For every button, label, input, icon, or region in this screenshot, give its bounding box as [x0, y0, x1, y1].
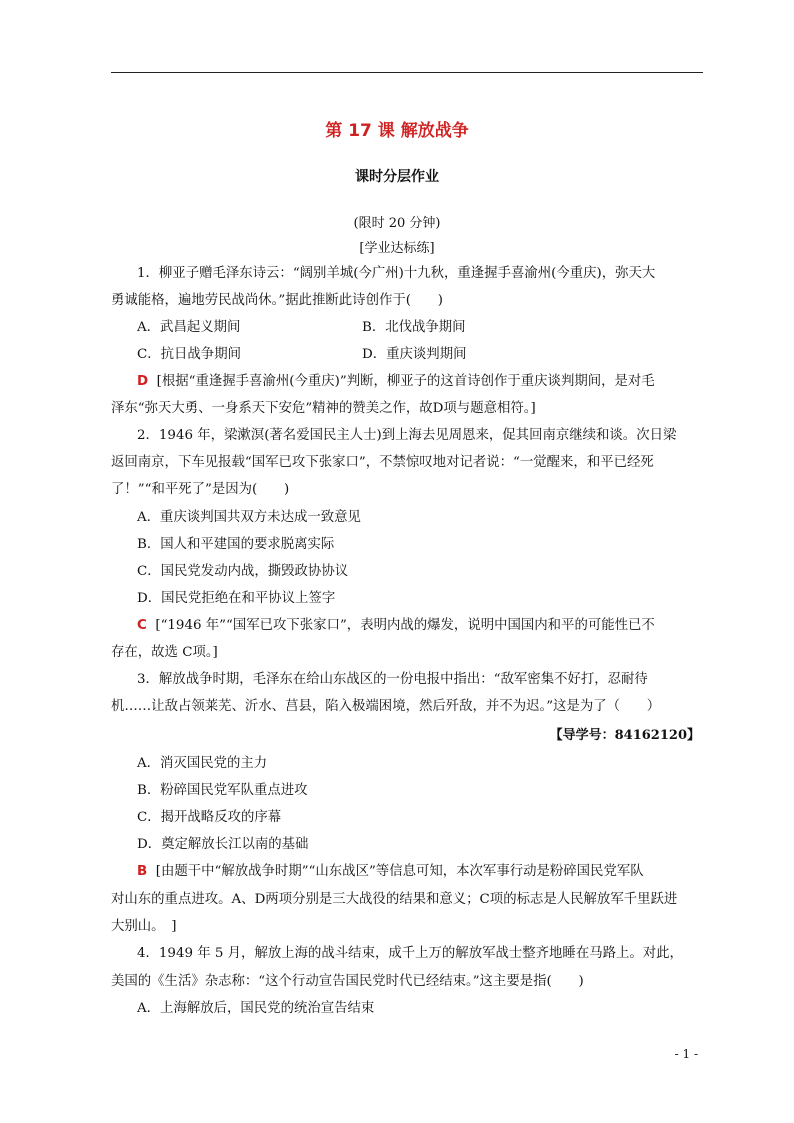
q1-explanation-text: [根据“重逢握手喜渝州(今重庆)”判断，柳亚子的这首诗创作于重庆谈判期间，是对毛 [156, 374, 655, 389]
q3-stem-line1: 3．解放战争时期，毛泽东在给山东战区的一份电报中指出：“敌军密集不好打，忍耐待 [137, 672, 648, 687]
q2-stem-line3: 了！”“和平死了”是因为( ) [111, 482, 290, 497]
q3-option-b: B．粉碎国民党军队重点进攻 [137, 783, 308, 798]
q2-stem-line2: 返回南京，下车见报载“国军已攻下张家口”，不禁惊叹地对记者说：“一觉醒来，和平已经死 [111, 455, 654, 470]
q1-option-c: C．抗日战争期间 [137, 347, 241, 362]
q3-explanation-line2: 对山东的重点进攻。A、D两项分别是三大战役的结果和意义；C项的标志是人民解放军千里跃进 [111, 892, 678, 907]
q3-option-a: A．消灭国民党的主力 [137, 756, 268, 771]
q2-explanation-line2: 存在，故选 C项。] [111, 645, 218, 660]
guide-number: 【导学号：84162120】 [549, 728, 700, 743]
q4-stem-line2: 美国的《生活》杂志称：“这个行动宣告国民党时代已经结束。”这主要是指( ) [111, 974, 584, 989]
q2-option-a: A．重庆谈判国共双方未达成一致意见 [137, 510, 361, 525]
q1-stem-line2: 勇诚能格，遍地劳民战尚休。”据此推断此诗创作于( ) [111, 293, 443, 308]
time-limit: (限时 20 分钟) [353, 216, 441, 231]
q3-option-c: C．揭开战略反攻的序幕 [137, 810, 282, 825]
q2-stem-line1: 2．1946 年，梁漱溟(著名爱国民主人士)到上海去见周恩来，促其回南京继续和谈。次日梁 [137, 428, 677, 443]
q2-option-c: C．国民党发动内战，撕毁政协协议 [137, 564, 349, 579]
section-label: [学业达标练] [359, 241, 435, 256]
q1-stem-line1: 1．柳亚子赠毛泽东诗云：“阔别羊城(今广州)十九秋，重逢握手喜渝州(今重庆)，弥天大 [137, 266, 656, 281]
lesson-subtitle: 课时分层作业 [355, 169, 439, 185]
q4-stem-line1: 4．1949 年 5 月，解放上海的战斗结束，成千上万的解放军战士整齐地睡在马路上。对此， [137, 946, 683, 961]
page-number: - 1 - [674, 1047, 698, 1061]
q1-explanation-line2: 泽东“弥天大勇、一身系天下安危”精神的赞美之作，故D项与题意相符。] [111, 401, 536, 416]
q2-answer: C [137, 618, 147, 633]
q3-option-d: D．奠定解放长江以南的基础 [137, 837, 309, 852]
q3-stem-line2: 机……让敌占领莱芜、沂水、莒县，陷入极端困境，然后歼敌，并不为迟。”这是为了（ ） [111, 699, 661, 714]
q4-option-a: A．上海解放后，国民党的统治宣告结束 [137, 1001, 375, 1016]
header-rule [111, 72, 703, 73]
lesson-title: 第 17 课 解放战争 [325, 121, 469, 141]
q3-explanation-line1 [137, 860, 729, 879]
q3-explanation-line3: 大别山。 ] [111, 919, 177, 934]
q3-explanation-text: [由题干中“解放战争时期”“山东战区”等信息可知，本次军事行动是粉碎国民党军队 [155, 864, 644, 879]
q2-option-b: B．国人和平建国的要求脱离实际 [137, 537, 335, 552]
q1-option-a: A．武昌起义期间 [137, 320, 241, 335]
q2-explanation-text: [“1946 年”“国军已攻下张家口”，表明内战的爆发，说明中国国内和平的可能性已不 [155, 618, 655, 633]
q1-option-d: D．重庆谈判期间 [362, 347, 467, 362]
q2-option-d: D．国民党拒绝在和平协议上签字 [137, 591, 336, 606]
q2-explanation-line1 [137, 614, 729, 633]
q1-option-b: B．北伐战争期间 [362, 320, 466, 335]
q1-explanation-line1 [137, 370, 729, 389]
q1-answer: D [137, 374, 149, 389]
q3-answer: B [137, 864, 148, 879]
